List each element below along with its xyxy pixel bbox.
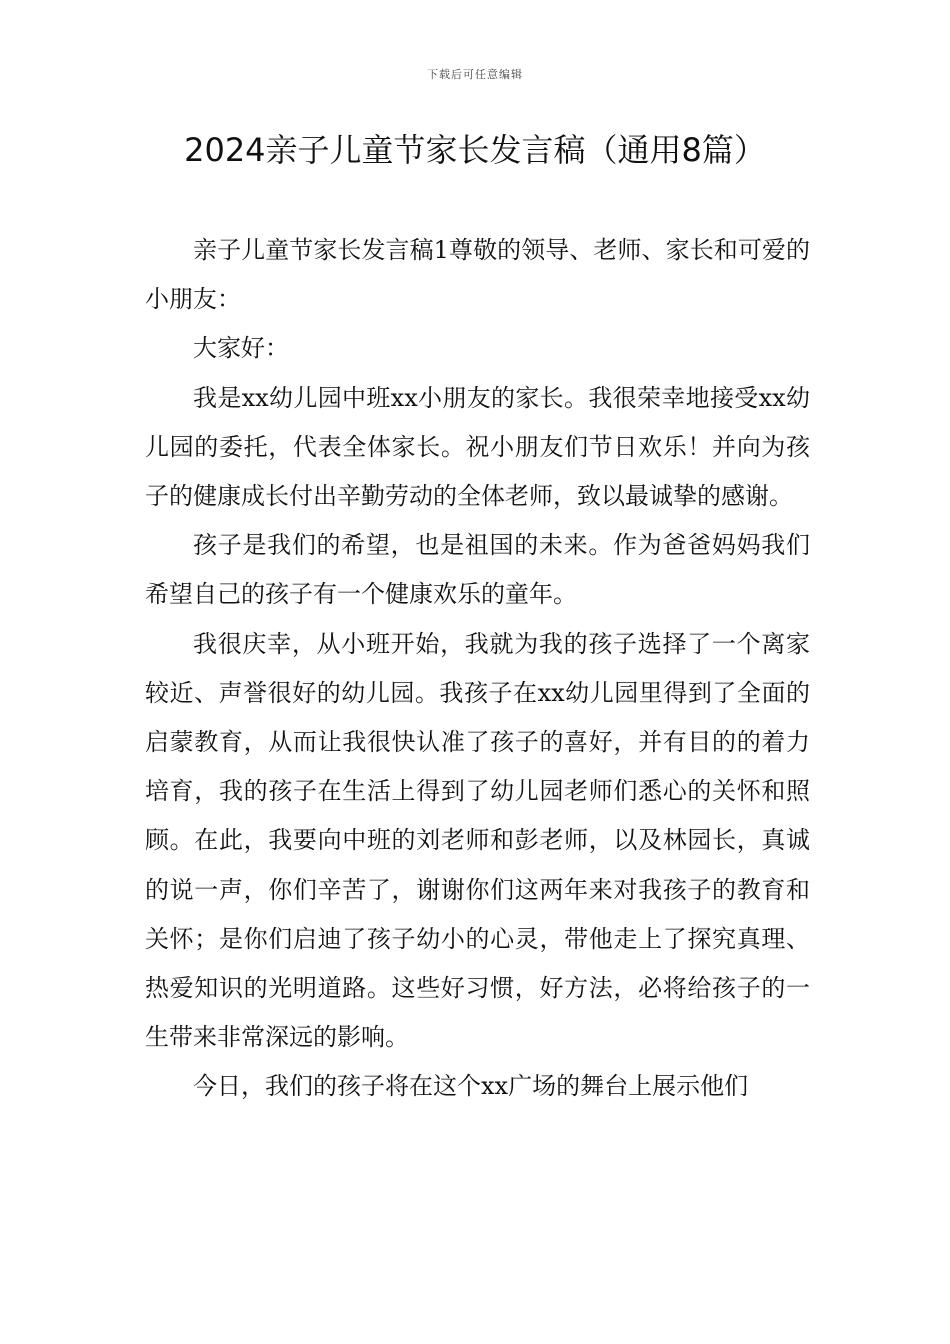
paragraph-introduction: 我是xx幼儿园中班xx小朋友的家长。我很荣幸地接受xx幼儿园的委托，代表全体家长。祝小朋友们节日欢乐！并向为孩子的健康成长付出辛勤劳动的全体老师，致以最诚挚的感谢。 (145, 383, 810, 511)
paragraph-opening: 亲子儿童节家长发言稿1尊敬的领导、老师、家长和可爱的小朋友： (145, 236, 810, 314)
paragraph-greeting: 大家好： (193, 334, 289, 363)
paragraph-gratitude: 我很庆幸，从小班开始，我就为我的孩子选择了一个离家较近、声誉很好的幼儿园。我孩子在xx幼儿园里得到了全面的启蒙教育，从而让我很快认准了孩子的喜好，并有目的的着力培育，我的孩子在生活上得到了幼儿园老师们悉心的关怀和照顾。在此，我要向中班的刘老师和彭老师，以及林园长，真诚的说一声，你们辛苦了，谢谢你们这两年来对我孩子的教育和关怀；是你们启迪了孩子幼小的心灵，带他走上了探究真理、热爱知识的光明道路。这些好习惯，好方法，必将给孩子的一生带来非常深远的影响。 (145, 629, 810, 1052)
document-body (145, 226, 810, 1112)
paragraph-today: 今日，我们的孩子将在这个xx广场的舞台上展示他们 (193, 1072, 749, 1101)
paragraph-hope: 孩子是我们的希望，也是祖国的未来。作为爸爸妈妈我们希望自己的孩子有一个健康欢乐的童年。 (145, 531, 810, 609)
header-note: 下载后可任意编辑 (427, 68, 523, 81)
document-title: 2024亲子儿童节家长发言稿（通用8篇） (184, 131, 766, 169)
